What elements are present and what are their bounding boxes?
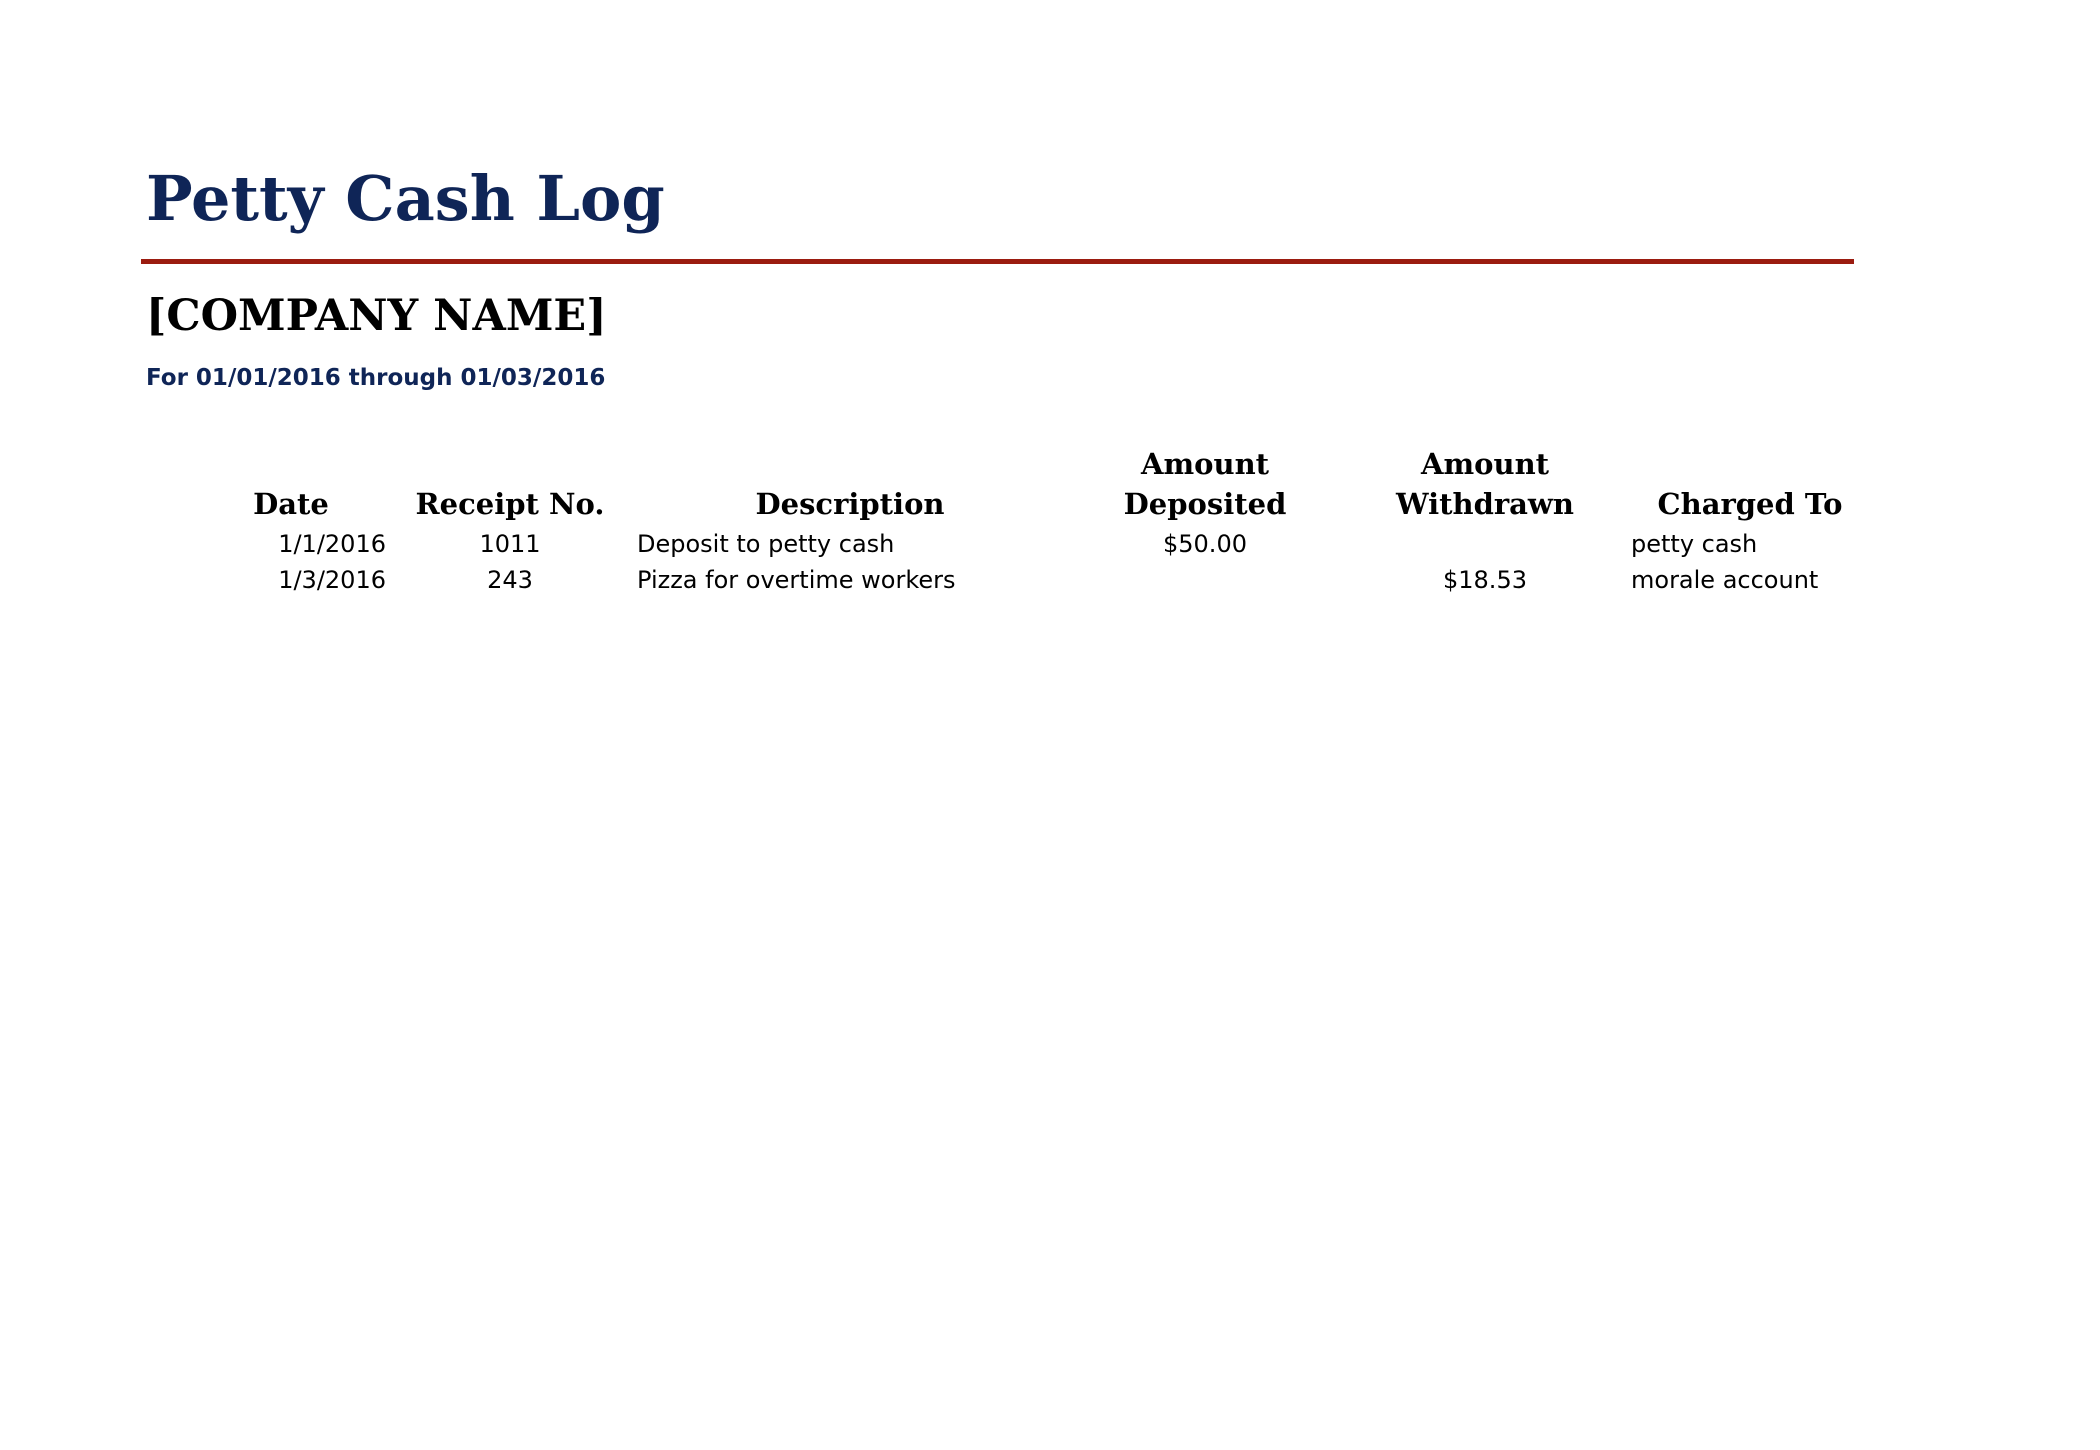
title-divider xyxy=(141,259,1854,264)
header-receipt-no: Receipt No. xyxy=(415,487,605,521)
cell-charged-to: morale account xyxy=(1631,566,1819,594)
cell-amount-withdrawn: $18.53 xyxy=(1443,566,1527,594)
cell-receipt-no: 243 xyxy=(487,566,533,594)
header-amount-deposited-line1: Amount xyxy=(1140,447,1270,481)
cell-description: Deposit to petty cash xyxy=(637,530,895,558)
cell-date: 1/1/2016 xyxy=(278,530,386,558)
cell-date: 1/3/2016 xyxy=(278,566,386,594)
header-date: Date xyxy=(253,487,329,521)
cell-receipt-no: 1011 xyxy=(479,530,541,558)
header-amount-deposited-line2: Deposited xyxy=(1123,487,1287,521)
header-charged-to: Charged To xyxy=(1657,487,1843,521)
company-name: [COMPANY NAME] xyxy=(146,291,607,341)
cell-description: Pizza for overtime workers xyxy=(637,566,956,594)
header-description: Description xyxy=(755,487,945,521)
header-amount-withdrawn xyxy=(1380,444,1590,524)
header-amount-deposited xyxy=(1100,444,1310,524)
cell-charged-to: petty cash xyxy=(1631,530,1758,558)
cell-amount-deposited: $50.00 xyxy=(1163,530,1247,558)
date-range: For 01/01/2016 through 01/03/2016 xyxy=(146,365,606,391)
header-amount-withdrawn-line1: Amount xyxy=(1420,447,1550,481)
header-amount-withdrawn-line2: Withdrawn xyxy=(1396,487,1574,521)
document-title: Petty Cash Log xyxy=(146,162,665,235)
